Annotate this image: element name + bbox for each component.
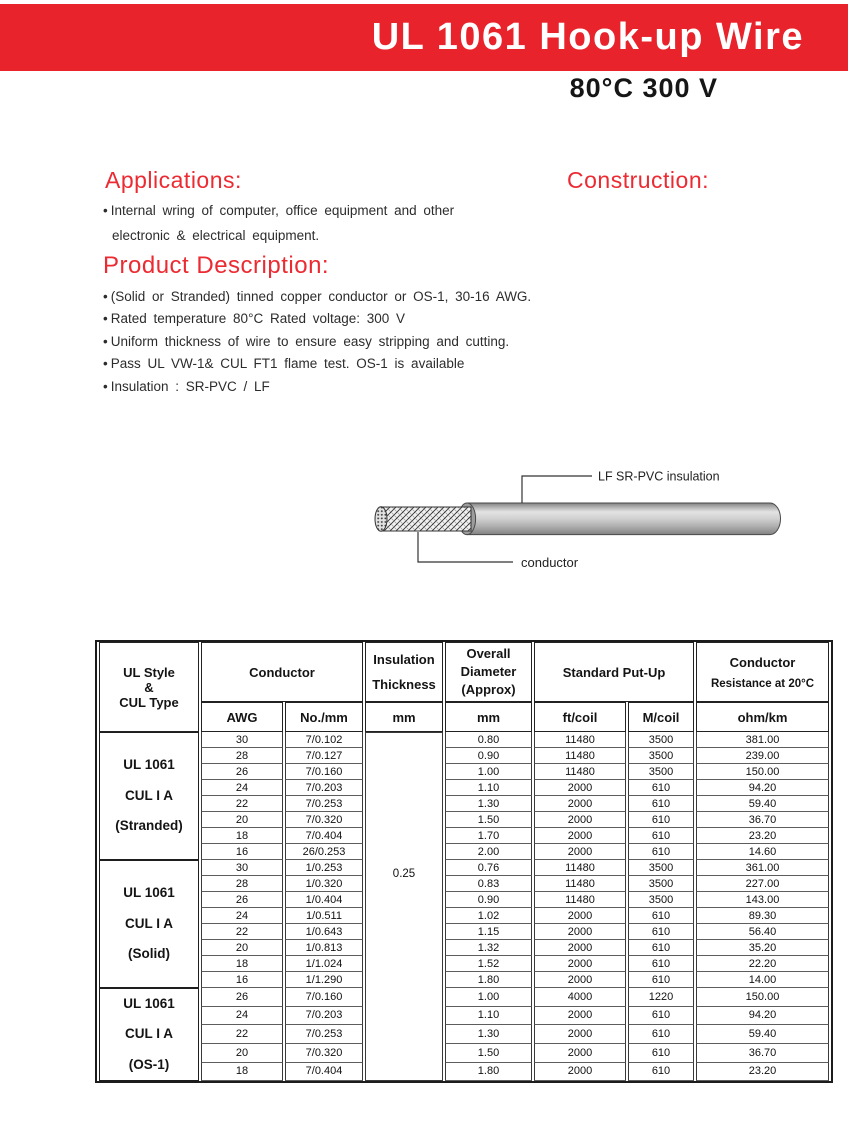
cell-insulation-thickness: 0.25 [365,732,443,1081]
col-header-conductor-resistance: Conductor Resistance at 20°C [696,642,829,702]
bullet-item: • Uniform thickness of wire to ensure easy stripping and cutting. [103,331,663,353]
table-row [99,828,829,844]
cell-ohm-km: 361.00 [696,860,829,876]
cell-awg: 18 [201,956,283,972]
product-description-bullet-list [103,286,663,398]
wire-insulation-shape [467,503,781,535]
cell-ft-coil: 2000 [534,1044,626,1063]
cell-ft-coil: 2000 [534,796,626,812]
cell-no-mm: 1/1.024 [285,956,363,972]
table-row [99,748,829,764]
cell-ft-coil: 2000 [534,1025,626,1044]
subheader-ohm-km: ohm/km [696,702,829,732]
conductor-leader-line [418,532,513,562]
col-header-standard-put-up: Standard Put-Up [534,642,694,702]
cell-no-mm: 1/1.290 [285,972,363,988]
cell-ft-coil: 11480 [534,860,626,876]
table-row [99,924,829,940]
cell-ohm-km: 23.20 [696,828,829,844]
cell-awg: 26 [201,892,283,908]
cell-ft-coil: 2000 [534,844,626,860]
cell-m-coil: 3500 [628,732,694,748]
cell-ohm-km: 239.00 [696,748,829,764]
cell-ohm-km: 227.00 [696,876,829,892]
table-row [99,860,829,876]
cell-awg: 22 [201,924,283,940]
cell-no-mm: 7/0.203 [285,1007,363,1026]
table-row [99,876,829,892]
cell-overall-diameter: 0.90 [445,892,532,908]
col-header-insulation-thickness: Insulation Thickness [365,642,443,702]
group-label-stranded: UL 1061 CUL I A (Stranded) [99,732,199,860]
applications-bullet-list [103,198,459,248]
conductor-label: conductor [521,555,579,570]
cell-overall-diameter: 1.00 [445,764,532,780]
cell-ohm-km: 59.40 [696,796,829,812]
cell-ohm-km: 23.20 [696,1063,829,1082]
applications-heading: Applications: [105,167,242,193]
cell-awg: 18 [201,1063,283,1082]
cell-overall-diameter: 1.50 [445,1044,532,1063]
cell-ft-coil: 2000 [534,1063,626,1082]
cell-no-mm: 7/0.160 [285,988,363,1007]
cell-ohm-km: 381.00 [696,732,829,748]
cell-m-coil: 610 [628,940,694,956]
cell-overall-diameter: 1.30 [445,796,532,812]
cell-ohm-km: 143.00 [696,892,829,908]
cell-no-mm: 7/0.102 [285,732,363,748]
cell-overall-diameter: 1.80 [445,972,532,988]
cell-m-coil: 610 [628,828,694,844]
cell-overall-diameter: 1.10 [445,1007,532,1026]
cell-ohm-km: 56.40 [696,924,829,940]
cell-no-mm: 7/0.253 [285,1025,363,1044]
cell-ohm-km: 94.20 [696,780,829,796]
cell-awg: 18 [201,828,283,844]
group-label-os1: UL 1061 CUL I A (OS-1) [99,988,199,1081]
cell-m-coil: 1220 [628,988,694,1007]
cell-no-mm: 1/0.404 [285,892,363,908]
cell-m-coil: 3500 [628,764,694,780]
cell-m-coil: 610 [628,1044,694,1063]
subheader-insulation-mm: mm [365,702,443,732]
table-row [99,1025,829,1044]
insulation-leader-line [522,476,592,503]
cell-awg: 28 [201,876,283,892]
cell-overall-diameter: 0.90 [445,748,532,764]
col-header-overall-diameter: Overall Diameter (Approx) [445,642,532,702]
bullet-item: • (Solid or Stranded) tinned copper conductor or OS-1, 30-16 AWG. [103,286,663,308]
cell-overall-diameter: 1.70 [445,828,532,844]
cell-awg: 24 [201,1007,283,1026]
cell-overall-diameter: 0.83 [445,876,532,892]
cell-ohm-km: 14.00 [696,972,829,988]
table-row [99,1007,829,1026]
cell-overall-diameter: 1.32 [445,940,532,956]
bullet-item: • Internal wring of computer, office equipment and other electronic & electrical equipment. [103,198,459,248]
table-row [99,780,829,796]
cell-ohm-km: 150.00 [696,764,829,780]
table-row [99,796,829,812]
cell-awg: 30 [201,732,283,748]
cell-ft-coil: 2000 [534,828,626,844]
cell-overall-diameter: 1.10 [445,780,532,796]
cell-ft-coil: 2000 [534,1007,626,1026]
cell-awg: 20 [201,1044,283,1063]
product-description-heading: Product Description: [103,252,330,279]
cell-awg: 20 [201,940,283,956]
cell-awg: 22 [201,796,283,812]
cell-no-mm: 7/0.127 [285,748,363,764]
table-row [99,1063,829,1082]
subheader-diameter-mm: mm [445,702,532,732]
table-row [99,764,829,780]
cell-no-mm: 1/0.511 [285,908,363,924]
table-row [99,988,829,1007]
cell-ohm-km: 36.70 [696,812,829,828]
cell-ft-coil: 11480 [534,876,626,892]
cell-awg: 16 [201,972,283,988]
table-row [99,956,829,972]
cell-awg: 24 [201,908,283,924]
cell-overall-diameter: 1.30 [445,1025,532,1044]
cell-ohm-km: 89.30 [696,908,829,924]
cell-overall-diameter: 1.02 [445,908,532,924]
cell-overall-diameter: 1.80 [445,1063,532,1082]
cell-ft-coil: 2000 [534,956,626,972]
cell-m-coil: 610 [628,1007,694,1026]
cell-m-coil: 3500 [628,892,694,908]
conductor-end-cap [375,507,387,531]
cell-ft-coil: 2000 [534,908,626,924]
cell-ohm-km: 59.40 [696,1025,829,1044]
bullet-item: • Pass UL VW-1& CUL FT1 flame test. OS-1 is available [103,353,663,375]
subheader-m-coil: M/coil [628,702,694,732]
cell-m-coil: 610 [628,796,694,812]
cell-awg: 30 [201,860,283,876]
cell-ohm-km: 150.00 [696,988,829,1007]
cell-awg: 26 [201,764,283,780]
cell-overall-diameter: 0.76 [445,860,532,876]
cell-no-mm: 1/0.813 [285,940,363,956]
cell-m-coil: 610 [628,780,694,796]
subheader-ft-coil: ft/coil [534,702,626,732]
subheader-no-mm: No./mm [285,702,363,732]
cell-no-mm: 7/0.203 [285,780,363,796]
cell-overall-diameter: 1.15 [445,924,532,940]
cell-ft-coil: 2000 [534,924,626,940]
cell-awg: 24 [201,780,283,796]
cell-m-coil: 610 [628,956,694,972]
col-header-ul-style: UL Style & CUL Type [99,642,199,732]
col-header-conductor: Conductor [201,642,363,702]
cell-no-mm: 7/0.253 [285,796,363,812]
cell-ohm-km: 36.70 [696,1044,829,1063]
table-row [99,908,829,924]
cell-overall-diameter: 1.52 [445,956,532,972]
cell-overall-diameter: 1.00 [445,988,532,1007]
bullet-item: • Insulation : SR-PVC / LF [103,376,663,398]
page-title: UL 1061 Hook-up Wire [371,16,804,58]
cell-m-coil: 610 [628,1025,694,1044]
cell-awg: 22 [201,1025,283,1044]
spec-table-container [95,640,833,1083]
title-banner [0,4,848,71]
spec-table-body [99,732,829,1081]
cell-awg: 28 [201,748,283,764]
insulation-label: LF SR-PVC insulation [598,469,720,484]
spec-table [95,640,833,1083]
cell-m-coil: 3500 [628,860,694,876]
cell-no-mm: 7/0.320 [285,812,363,828]
table-row [99,732,829,748]
table-row [99,844,829,860]
cell-m-coil: 3500 [628,876,694,892]
cell-no-mm: 7/0.160 [285,764,363,780]
cell-ohm-km: 14.60 [696,844,829,860]
cell-ohm-km: 22.20 [696,956,829,972]
bullet-item: • Rated temperature 80°C Rated voltage: 300 V [103,308,663,330]
subheader-awg: AWG [201,702,283,732]
cell-no-mm: 7/0.404 [285,828,363,844]
group-label-solid: UL 1061 CUL I A (Solid) [99,860,199,988]
cell-ft-coil: 2000 [534,780,626,796]
cell-ft-coil: 11480 [534,892,626,908]
table-row [99,1044,829,1063]
table-row [99,892,829,908]
wire-conductor-shape [380,507,471,531]
cell-ohm-km: 35.20 [696,940,829,956]
cell-ft-coil: 11480 [534,748,626,764]
cell-ft-coil: 4000 [534,988,626,1007]
cell-no-mm: 1/0.643 [285,924,363,940]
cell-overall-diameter: 2.00 [445,844,532,860]
cell-ft-coil: 2000 [534,940,626,956]
cell-no-mm: 1/0.253 [285,860,363,876]
table-row [99,972,829,988]
cell-m-coil: 610 [628,908,694,924]
table-row [99,812,829,828]
cell-no-mm: 26/0.253 [285,844,363,860]
cell-ft-coil: 11480 [534,764,626,780]
cell-no-mm: 7/0.320 [285,1044,363,1063]
cell-awg: 26 [201,988,283,1007]
cell-m-coil: 610 [628,844,694,860]
cell-awg: 20 [201,812,283,828]
cell-ft-coil: 2000 [534,972,626,988]
cell-ft-coil: 11480 [534,732,626,748]
cell-m-coil: 610 [628,924,694,940]
cell-m-coil: 610 [628,972,694,988]
construction-heading: Construction: [567,167,710,193]
cell-m-coil: 610 [628,812,694,828]
cell-m-coil: 3500 [628,748,694,764]
rating-subtitle: 80°C 300 V [569,73,718,103]
cell-overall-diameter: 0.80 [445,732,532,748]
cell-ohm-km: 94.20 [696,1007,829,1026]
cell-m-coil: 610 [628,1063,694,1082]
cell-ft-coil: 2000 [534,812,626,828]
cell-no-mm: 7/0.404 [285,1063,363,1082]
cell-overall-diameter: 1.50 [445,812,532,828]
cell-awg: 16 [201,844,283,860]
cell-no-mm: 1/0.320 [285,876,363,892]
wire-diagram [355,452,805,584]
table-row [99,940,829,956]
